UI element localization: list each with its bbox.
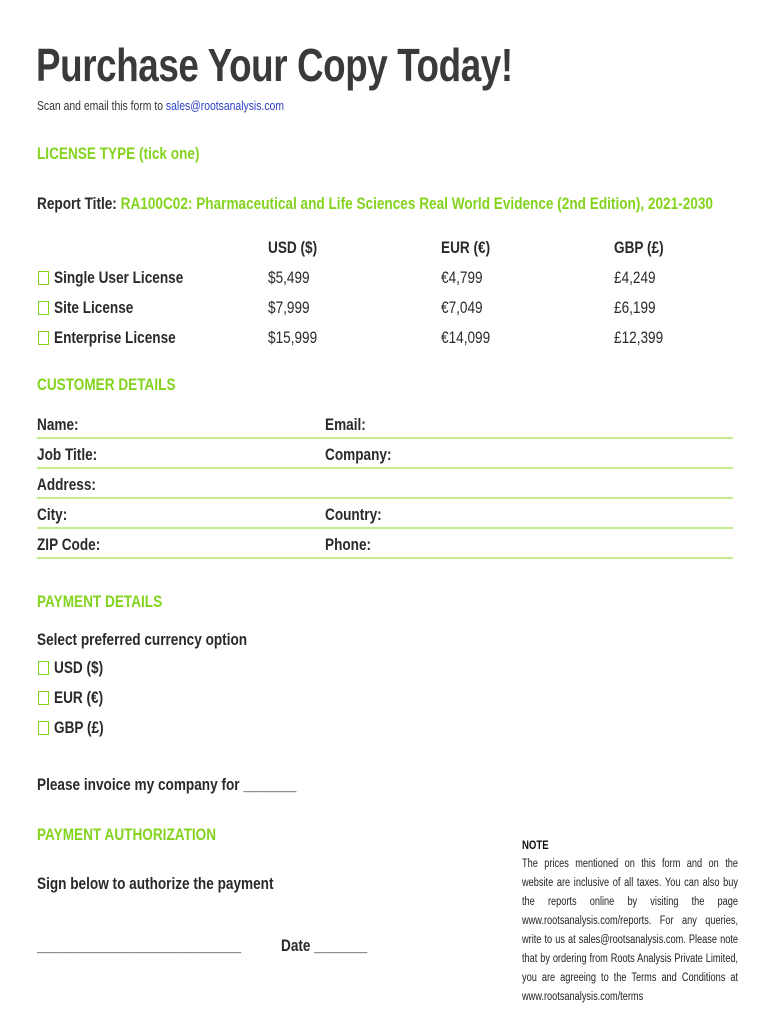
price-single-gbp: £4,249: [614, 268, 656, 287]
column-header-eur: EUR (€): [441, 238, 491, 257]
checkbox-site[interactable]: [38, 301, 49, 315]
checkbox-enterprise[interactable]: [38, 331, 49, 345]
zip-label: ZIP Code:: [37, 535, 101, 554]
page-subtitle: [37, 98, 346, 113]
checkbox-usd[interactable]: [38, 661, 49, 675]
payment-section-title: PAYMENT DETAILS: [37, 592, 163, 611]
price-single-usd: $5,499: [268, 268, 310, 287]
job-company-line[interactable]: [37, 467, 733, 469]
note-title: NOTE: [522, 838, 549, 852]
signature-line[interactable]: ___________________________: [37, 936, 242, 955]
subtitle-text: Scan and email this form to: [37, 98, 166, 113]
note-text: The prices mentioned on this form and on the website are inclusive of all taxes. You can also buy the reports online by visiting the page www.rootsanalysis.com/reports. For any queries, write to us at sales@rootsanalysis.com. Please note that by ordering from Roots Analysis Private Limited, you are agreeing to the Terms and Conditions at www.rootsanalysis.com/terms: [522, 858, 738, 1003]
currency-option-usd[interactable]: USD ($): [38, 658, 115, 678]
price-enterprise-eur: €14,099: [441, 328, 491, 347]
authorization-prompt: Sign below to authorize the payment: [37, 874, 274, 893]
currency-option-eur[interactable]: EUR (€): [38, 688, 115, 708]
checkbox-gbp[interactable]: [38, 721, 49, 735]
checkbox-eur[interactable]: [38, 691, 49, 705]
currency-prompt: Select preferred currency option: [37, 630, 248, 649]
country-label: Country:: [325, 505, 382, 524]
job-title-label: Job Title:: [37, 445, 98, 464]
invoice-line[interactable]: Please invoice my company for _______: [37, 775, 297, 794]
price-site-gbp: £6,199: [614, 298, 656, 317]
zip-phone-line[interactable]: [37, 557, 733, 559]
license-row-site[interactable]: Site License: [38, 298, 153, 318]
license-row-single[interactable]: Single User License: [38, 268, 216, 288]
customer-section-title: CUSTOMER DETAILS: [37, 375, 176, 394]
authorization-section-title: PAYMENT AUTHORIZATION: [37, 825, 217, 844]
sales-email-link[interactable]: sales@rootsanalysis.com: [165, 98, 284, 113]
column-header-usd: USD ($): [268, 238, 318, 257]
company-label: Company:: [325, 445, 392, 464]
email-label: Email:: [325, 415, 366, 434]
address-label: Address:: [37, 475, 96, 494]
city-country-line[interactable]: [37, 527, 733, 529]
city-label: City:: [37, 505, 68, 524]
price-single-eur: €4,799: [441, 268, 483, 287]
report-title-label: Report Title:: [37, 194, 117, 213]
price-site-eur: €7,049: [441, 298, 483, 317]
name-email-line[interactable]: [37, 437, 733, 439]
column-header-gbp: GBP (£): [614, 238, 664, 257]
phone-label: Phone:: [325, 535, 372, 554]
name-label: Name:: [37, 415, 79, 434]
page-title: Purchase Your Copy Today!: [36, 39, 513, 91]
price-enterprise-usd: $15,999: [268, 328, 318, 347]
license-section-title: LICENSE TYPE (tick one): [37, 144, 200, 163]
currency-option-gbp[interactable]: GBP (£): [38, 718, 116, 738]
date-field[interactable]: Date _______: [281, 936, 368, 955]
report-title-value: RA100C02: Pharmaceutical and Life Sciences Real World Evidence (2nd Edition), 2021-2030: [120, 194, 713, 213]
price-site-usd: $7,999: [268, 298, 310, 317]
report-title-line: [37, 194, 770, 214]
checkbox-single-user[interactable]: [38, 271, 49, 285]
license-row-enterprise[interactable]: Enterprise License: [38, 328, 206, 348]
address-line[interactable]: [37, 497, 733, 499]
price-enterprise-gbp: £12,399: [614, 328, 664, 347]
